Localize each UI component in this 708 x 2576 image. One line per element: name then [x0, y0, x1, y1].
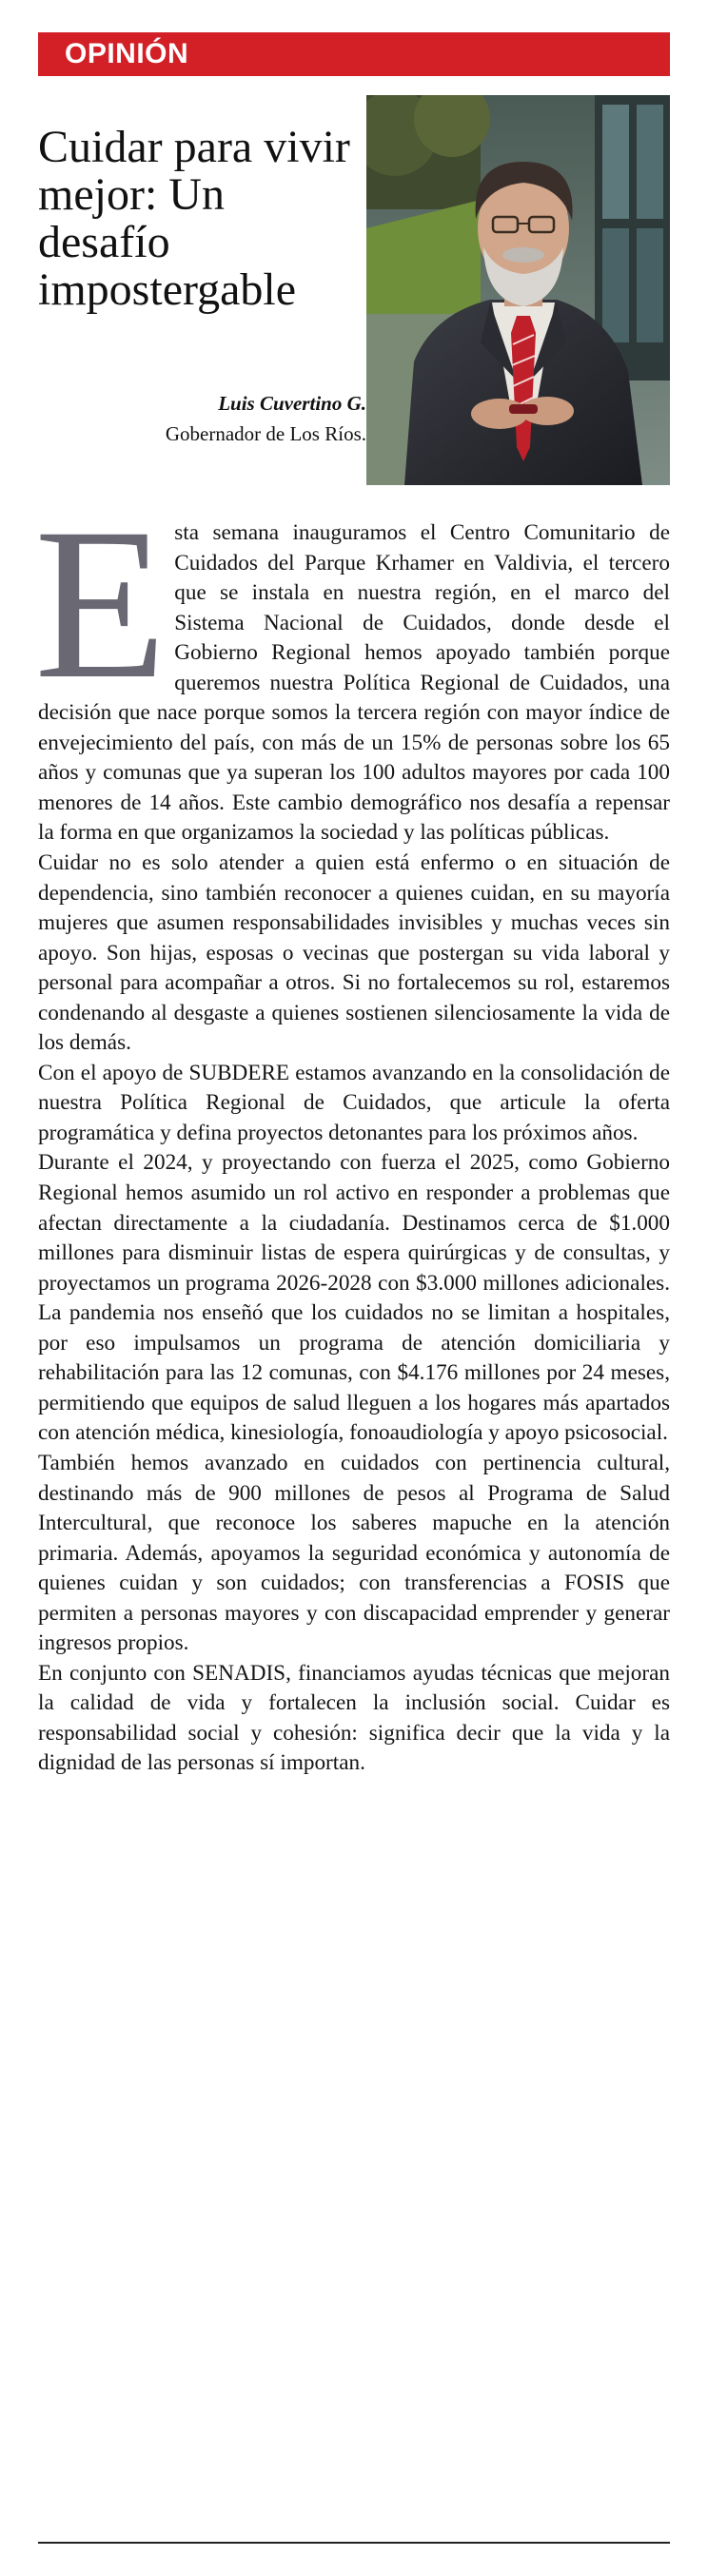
- article-headline: Cuidar para vivir mejor: Un desafío impostergable: [38, 122, 350, 315]
- article-paragraph: Con el apoyo de SUBDERE estamos avanzando en la consolidación de nuestra Política Regional de Cuidados, que articule la oferta programática y defina proyectos detonantes para los próximos años.: [38, 1060, 670, 1145]
- article-paragraph: También hemos avanzado en cuidados con pertinencia cultural, destinando más de 900 millones de pesos al Programa de Salud Intercultural, que reconoce los saberes mapuche en la atención primaria. Además, apoyamos la seguridad económica y autonomía de quienes cuidan y son cuidados; con transferencias a FOSIS que permiten a personas mayores y con discapacidad emprender y generar ingresos propios.: [38, 1450, 670, 1656]
- article-paragraph: [34, 484, 670, 849]
- author-photo: [366, 95, 670, 485]
- author-role: Gobernador de Los Ríos.: [165, 422, 366, 445]
- drop-cap: E: [34, 484, 167, 724]
- paragraph-text: sta semana inauguramos el Centro Comunitario de Cuidados del Parque Krhamer en Valdivia, el tercero que se instala en nuestra región, en el marco del Sistema Nacional de Cuidados, donde desde el Gobierno Regional hemos apoyado también porque queremos nuestra Política Regional de Cuidados, una decisión que nace porque somos la tercera región con mayor índice de envejecimiento del país, con más de un 15% de personas sobre los 65 años y comunas que ya superan los 100 adultos mayores por cada 100 menores de 14 años. Este cambio demográfico nos desafía a repensar la forma en que organizamos la sociedad y las políticas públicas.: [38, 520, 670, 846]
- author-name: Luis Cuvertino G.: [218, 392, 366, 415]
- article-paragraph: En conjunto con SENADIS, financiamos ayudas técnicas que mejoran la calidad de vida y fortalecen la inclusión social. Cuidar es responsabilidad social y cohesión: significa decir que la vida y la dignidad de las personas sí importan.: [38, 1660, 670, 1776]
- article-paragraph: Durante el 2024, y proyectando con fuerza el 2025, como Gobierno Regional hemos asumido un rol activo en responder a problemas que afectan directamente a la ciudadanía. Destinamos cerca de $1.000 millones para disminuir listas de espera quirúrgicas y de consultas, y proyectamos un programa 2026-2028 con $3.000 millones adicionales. La pandemia nos enseñó que los cuidados no se limitan a hospitales, por eso impulsamos un programa de atención domiciliaria y rehabilitación para las 12 comunas, con $4.176 millones por 24 meses, permitiendo que equipos de salud lleguen a los hogares más apartados con atención médica, kinesiología, fonoaudiología y apoyo psicosocial.: [38, 1150, 670, 1446]
- section-label: OPINIÓN: [65, 38, 189, 69]
- bottom-divider: [38, 2542, 670, 2544]
- article-body: [34, 484, 670, 1779]
- section-header-bar: [38, 32, 670, 76]
- article-paragraph: Cuidar no es solo atender a quien está enfermo o en situación de dependencia, sino también reconocer a quienes cuidan, en su mayoría mujeres que asumen responsabilidades invisibles y muchas veces sin apoyo. Son hijas, esposas o vecinas que postergan su vida laboral y personal para acompañar a otros. Si no fortalecemos su rol, estaremos condenando al desgaste a quienes sostienen silenciosamente la vida de los demás.: [38, 850, 670, 1056]
